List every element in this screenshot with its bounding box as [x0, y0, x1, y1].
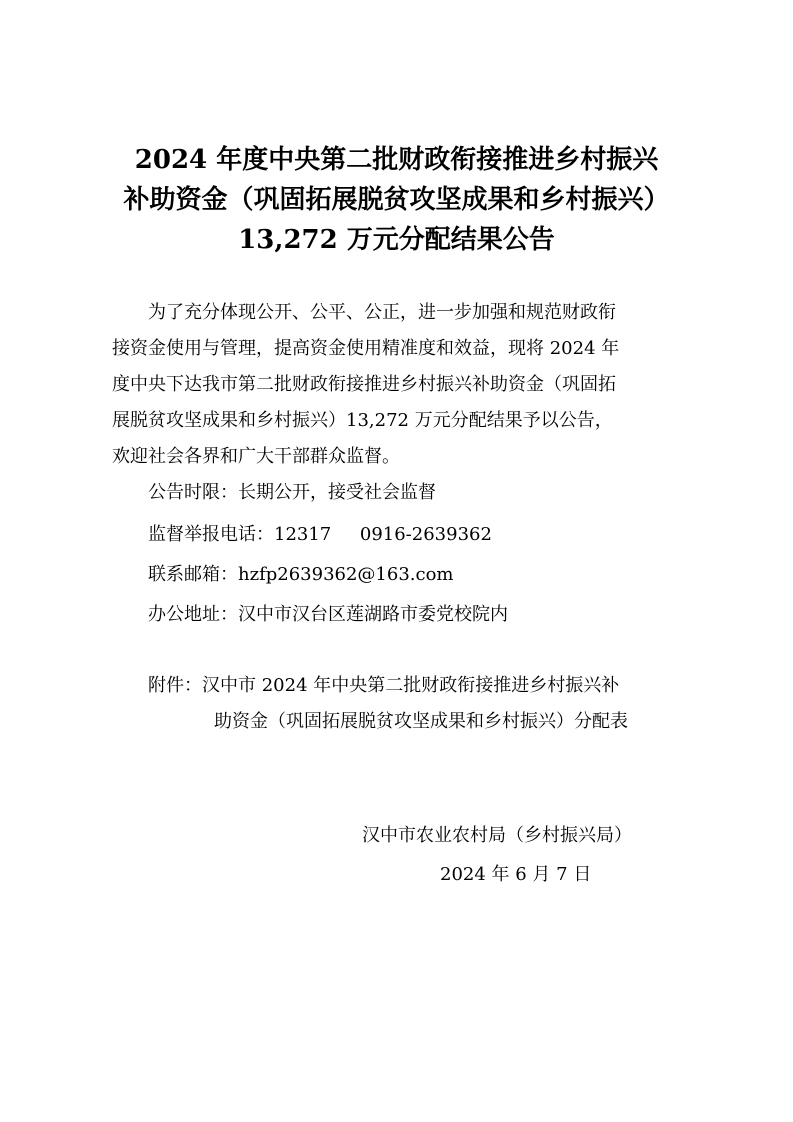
attachment-line-2: 助资金（巩固拓展脱贫攻坚成果和乡村振兴）分配表	[214, 711, 628, 732]
issue-date: 2024 年 6 月 7 日	[440, 864, 592, 885]
title-line-3: 13,272 万元分配结果公告	[238, 225, 555, 255]
attachment-line-1: 附件：汉中市 2024 年中央第二批财政衔接推进乡村振兴补	[148, 675, 620, 696]
paragraph-line: 欢迎社会各界和广大干部群众监督。	[112, 446, 400, 467]
document-title	[90, 140, 703, 260]
issuer-name: 汉中市农业农村局（乡村振兴局）	[362, 825, 632, 846]
office-address: 办公地址：汉中市汉台区莲湖路市委党校院内	[148, 604, 508, 625]
announcement-paragraph	[112, 295, 692, 475]
paragraph-line: 接资金使用与管理，提高资金使用精准度和效益，现将 2024 年	[112, 338, 620, 359]
paragraph-line: 展脱贫攻坚成果和乡村振兴）13,272 万元分配结果予以公告，	[112, 410, 613, 431]
paragraph-line: 为了充分体现公开、公平、公正，进一步加强和规范财政衔	[148, 302, 616, 323]
attachment-note	[148, 668, 628, 740]
title-line-1: 2024 年度中央第二批财政衔接推进乡村振兴	[134, 145, 659, 175]
title-line-2: 补助资金（巩固拓展脱贫攻坚成果和乡村振兴）	[123, 185, 670, 215]
paragraph-line: 度中央下达我市第二批财政衔接推进乡村振兴补助资金（巩固拓	[112, 374, 616, 395]
contact-email: 联系邮箱：hzfp2639362@163.com	[148, 564, 454, 585]
report-phone: 监督举报电话：12317 0916-2639362	[148, 524, 492, 545]
announcement-period: 公告时限：长期公开，接受社会监督	[148, 482, 436, 503]
